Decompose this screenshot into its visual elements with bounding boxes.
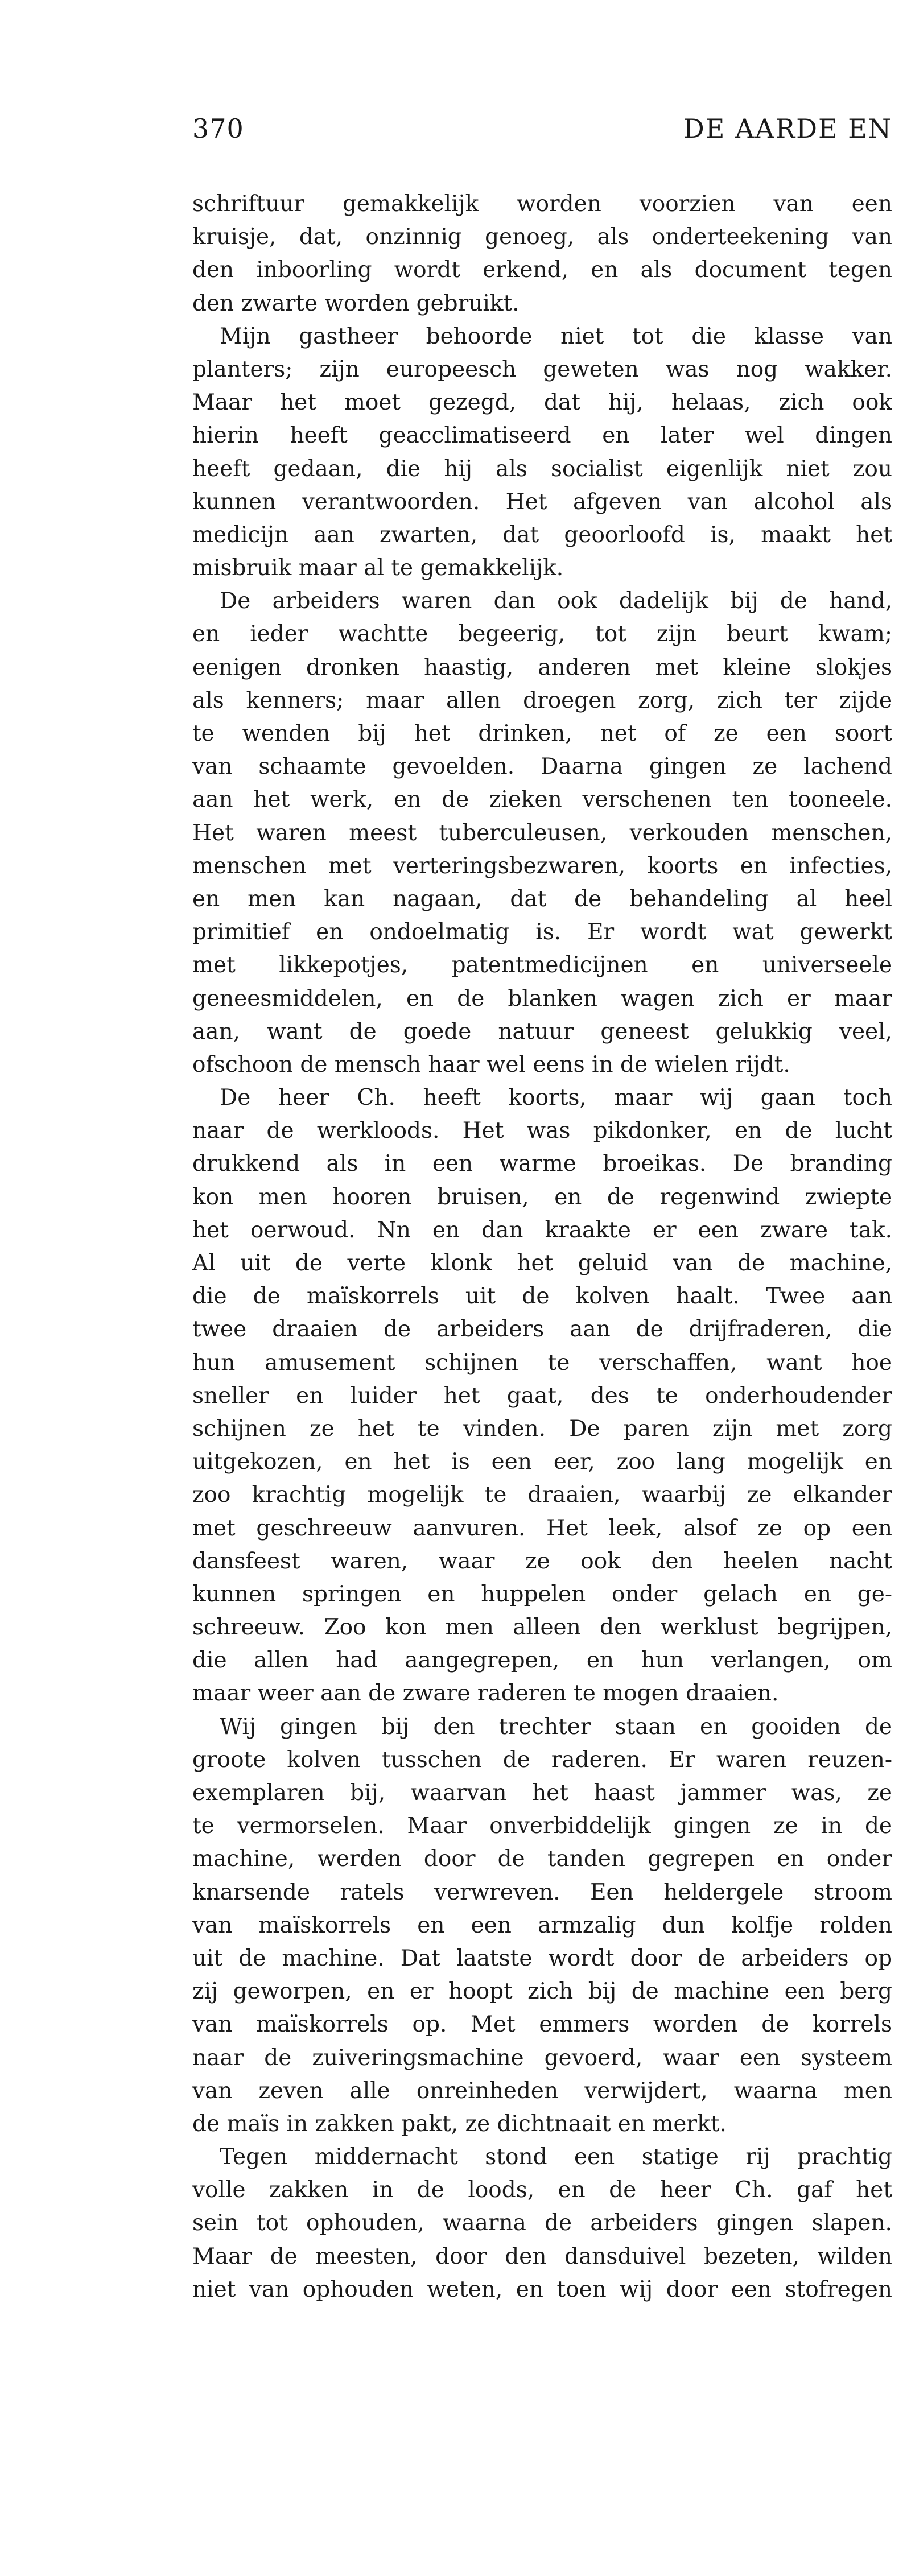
- text-line: maar weer aan de zware raderen te mogen draaien.: [192, 1681, 779, 1707]
- text-line: schreeuw. Zoo kon men alleen den werklust begrijpen,: [192, 1615, 892, 1641]
- paragraph: [192, 585, 892, 1081]
- text-line: aan het werk, en de zieken verschenen ten tooneele.: [192, 787, 892, 813]
- text-line: ofschoon de mensch haar wel eens in de wielen rijdt.: [192, 1051, 790, 1078]
- text-line: als kenners; maar allen droegen zorg, zich ter zijde: [192, 687, 892, 713]
- text-line: primitief en ondoelmatig is. Er wordt wat gewerkt: [192, 919, 892, 946]
- text-line: Maar het moet gezegd, dat hij, helaas, zich ook: [192, 390, 892, 416]
- text-line: Maar de meesten, door den dansduivel bezeten, wilden: [192, 2243, 892, 2269]
- paragraph: [192, 1711, 892, 2141]
- text-line: Mijn gastheer behoorde niet tot die klasse van: [220, 323, 892, 349]
- text-line: menschen met verteringsbezwaren, koorts en infecties,: [192, 853, 892, 879]
- text-line: kon men hooren bruisen, en de regenwind zwiepte: [192, 1184, 892, 1210]
- text-line: den zwarte worden gebruikt.: [192, 290, 520, 316]
- text-line: hierin heeft geacclimatiseerd en later wel dingen: [192, 423, 892, 449]
- text-line: te wenden bij het drinken, net of ze een soort: [192, 721, 892, 746]
- text-line: en men kan nagaan, dat de behandeling al heel: [192, 886, 892, 912]
- text-line: te vermorselen. Maar onverbiddelijk gingen ze in de: [192, 1813, 892, 1839]
- text-line: kunnen springen en huppelen onder gelach en ge-: [192, 1581, 892, 1607]
- text-line: die de maïskorrels uit de kolven haalt. Twee aan: [192, 1283, 892, 1310]
- running-head: [192, 112, 892, 146]
- text-line: dansfeest waren, waar ze ook den heelen nacht: [192, 1548, 892, 1574]
- text-line: uit de machine. Dat laatste wordt door de arbeiders op: [192, 1945, 892, 1971]
- text-line: heeft gedaan, die hij als socialist eigenlijk niet zou: [192, 456, 892, 482]
- running-title: DE AARDE EN: [683, 113, 892, 144]
- text-line: Tegen middernacht stond een statige rij prachtig: [220, 2144, 892, 2170]
- text-line: drukkend als in een warme broeikas. De branding: [192, 1151, 892, 1177]
- text-line: Al uit de verte klonk het geluid van de machine,: [192, 1250, 892, 1276]
- text-line: Wij gingen bij den trechter staan en gooiden de: [220, 1714, 892, 1740]
- text-line: groote kolven tusschen de raderen. Er waren reuzen-: [192, 1747, 892, 1773]
- text-line: eenigen dronken haastig, anderen met kleine slokjes: [192, 654, 892, 680]
- text-line: naar de werkloods. Het was pikdonker, en de lucht: [192, 1118, 892, 1144]
- text-line: zoo krachtig mogelijk te draaien, waarbij ze elkander: [192, 1482, 892, 1508]
- text-line: zij geworpen, en er hoopt zich bij de machine een berg: [192, 1979, 892, 2005]
- text-line: exemplaren bij, waarvan het haast jammer was, ze: [192, 1780, 892, 1806]
- paragraph: [192, 320, 892, 585]
- paragraph: [192, 1081, 892, 1711]
- text-line: met geschreeuw aanvuren. Het leek, alsof ze op een: [192, 1515, 892, 1541]
- body-text: [192, 188, 892, 2306]
- paragraph: [192, 188, 892, 320]
- text-line: hun amusement schijnen te verschaffen, want hoe: [192, 1349, 892, 1376]
- text-line: van maïskorrels op. Met emmers worden de korrels: [192, 2012, 892, 2038]
- text-line: uitgekozen, en het is een eer, zoo lang mogelijk en: [192, 1449, 892, 1475]
- text-line: Het waren meest tuberculeusen, verkouden menschen,: [192, 820, 892, 846]
- text-line: kunnen verantwoorden. Het afgeven van alcohol als: [192, 489, 892, 515]
- text-line: machine, werden door de tanden gegrepen en onder: [192, 1846, 892, 1872]
- page-number: 370: [192, 113, 244, 144]
- text-line: De heer Ch. heeft koorts, maar wij gaan toch: [220, 1085, 892, 1111]
- text-line: sneller en luider het gaat, des te onderhoudender: [192, 1382, 892, 1409]
- text-line: niet van ophouden weten, en toen wij door een stofregen: [192, 2276, 892, 2302]
- text-line: sein tot ophouden, waarna de arbeiders gingen slapen.: [192, 2210, 892, 2236]
- text-line: van maïskorrels en een armzalig dun kolfje rolden: [192, 1912, 892, 1938]
- text-line: kruisje, dat, onzinnig genoeg, als onderteekening van: [192, 224, 892, 250]
- text-line: De arbeiders waren dan ook dadelijk bij de hand,: [220, 588, 892, 614]
- text-line: misbruik maar al te gemakkelijk.: [192, 555, 564, 581]
- text-line: van schaamte gevoelden. Daarna gingen ze lachend: [192, 754, 892, 780]
- text-line: schijnen ze het te vinden. De paren zijn met zorg: [192, 1415, 892, 1442]
- text-line: medicijn aan zwarten, dat geoorloofd is, maakt het: [192, 522, 892, 548]
- text-line: aan, want de goede natuur geneest gelukkig veel,: [192, 1018, 892, 1045]
- text-line: die allen had aangegrepen, en hun verlangen, om: [192, 1648, 892, 1674]
- text-line: schriftuur gemakkelijk worden voorzien van een: [192, 191, 892, 217]
- text-line: den inboorling wordt erkend, en als document tegen: [192, 257, 892, 283]
- text-line: geneesmiddelen, en de blanken wagen zich er maar: [192, 985, 892, 1012]
- text-line: de maïs in zakken pakt, ze dichtnaait en merkt.: [192, 2111, 727, 2137]
- text-line: twee draaien de arbeiders aan de drijfraderen, die: [192, 1316, 892, 1343]
- text-line: van zeven alle onreinheden verwijdert, waarna men: [192, 2078, 892, 2104]
- text-line: knarsende ratels verwreven. Een heldergele stroom: [192, 1879, 892, 1905]
- text-line: naar de zuiveringsmachine gevoerd, waar een systeem: [192, 2045, 892, 2071]
- paragraph: [192, 2141, 892, 2306]
- text-line: planters; zijn europeesch geweten was nog wakker.: [192, 356, 892, 382]
- text-line: het oerwoud. Nn en dan kraakte er een zware tak.: [192, 1217, 892, 1243]
- text-line: volle zakken in de loods, en de heer Ch. gaf het: [192, 2177, 892, 2203]
- text-line: en ieder wachtte begeerig, tot zijn beurt kwam;: [192, 621, 892, 647]
- text-line: met likkepotjes, patentmedicijnen en universeele: [192, 952, 892, 979]
